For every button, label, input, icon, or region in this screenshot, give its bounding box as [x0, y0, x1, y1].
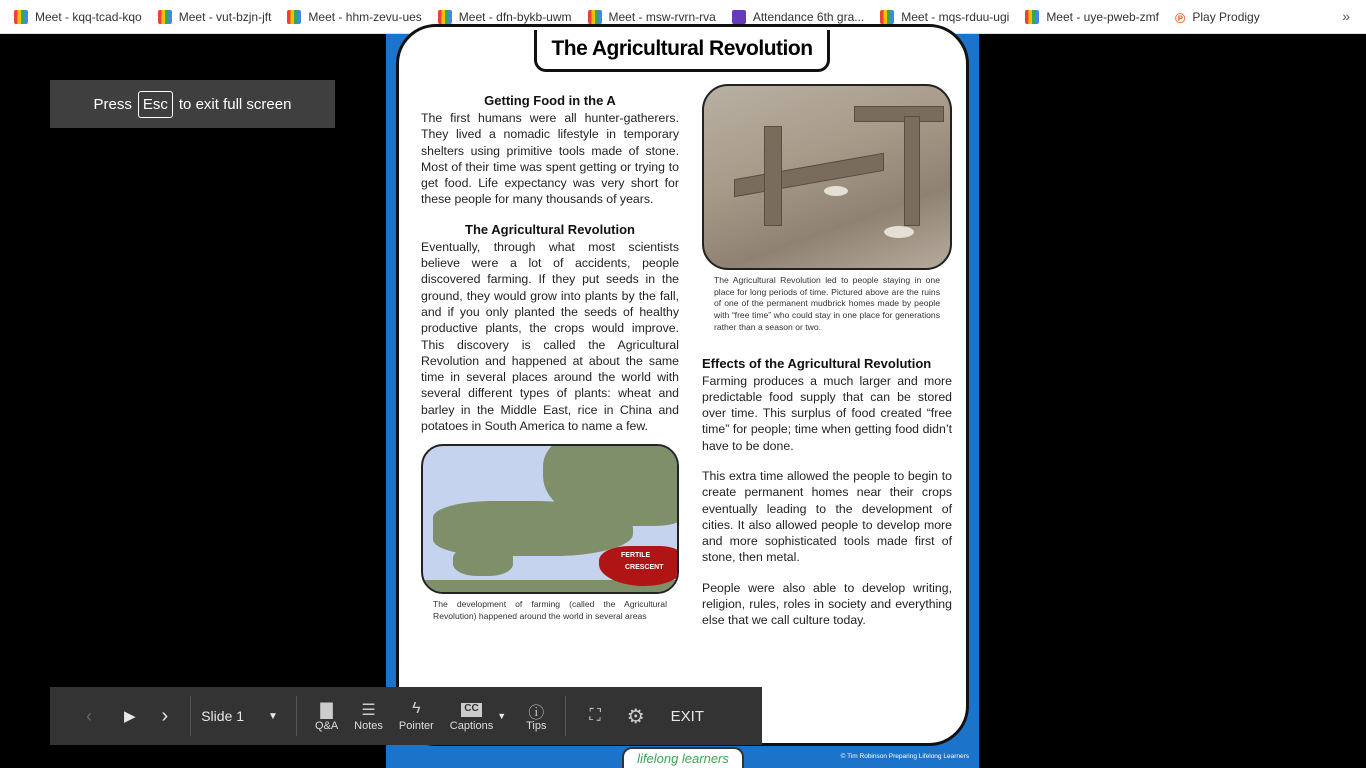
captions-button[interactable]	[450, 700, 493, 732]
laser-pointer-icon: ϟ	[412, 700, 421, 717]
slide-title: The Agricultural Revolution	[534, 30, 830, 72]
bookmark-label: Meet - uye-pweb-zmf	[1046, 9, 1160, 24]
qa-label: Q&A	[314, 720, 339, 732]
next-slide-button[interactable]: ›	[161, 704, 169, 727]
google-forms-icon	[732, 10, 746, 24]
section-text-effects-3: People were also able to develop writing, religion, rules, roles in society and everything else that we call culture today.	[702, 580, 952, 628]
tips-label: Tips	[526, 720, 547, 732]
slide-select[interactable]	[201, 708, 278, 724]
map-caption: The development of farming (called the Agricultural Revolution) happened around the world in several areas	[433, 599, 667, 622]
bookmark-item[interactable]	[438, 10, 572, 24]
previous-slide-button[interactable]: ‹	[86, 705, 92, 726]
presenter-toolbar	[50, 687, 762, 745]
google-meet-icon	[287, 10, 301, 24]
bookmark-label: Meet - dfn-bykb-uwm	[458, 9, 572, 24]
esc-key: Esc	[138, 91, 173, 118]
pointer-button[interactable]	[399, 700, 434, 732]
google-meet-icon	[14, 10, 28, 24]
qa-button[interactable]	[315, 700, 338, 732]
chat-icon: ▇	[320, 702, 333, 719]
bookmark-label: Meet - msw-rvrn-rva	[608, 9, 716, 24]
bookmark-item[interactable]	[588, 10, 716, 24]
google-meet-icon	[438, 10, 452, 24]
section-text-effects-1: Farming produces a much larger and more predictable food supply that can be stored over time. This surplus of food created “free time” for people; time when getting food didn’t have to be done.	[702, 373, 952, 453]
closed-captions-icon: CC	[461, 703, 481, 717]
copyright: © Tim Robinson Preparing Lifelong Learners	[840, 753, 969, 760]
bookmark-item[interactable]	[1025, 10, 1159, 24]
notes-button[interactable]	[354, 700, 383, 732]
bookmark-item[interactable]	[1175, 10, 1260, 24]
google-meet-icon	[158, 10, 172, 24]
section-heading-effects: Effects of the Agricultural Revolution	[702, 355, 932, 371]
section-heading-getting-food: Getting Food in the A	[484, 93, 616, 108]
bookmarks-overflow-button[interactable]: »	[1342, 8, 1350, 24]
captions-label: Captions	[449, 720, 494, 732]
chevron-down-icon: ▼	[268, 710, 278, 722]
left-column	[421, 93, 679, 623]
pointer-label: Pointer	[398, 720, 434, 732]
notes-icon: ☰	[361, 702, 376, 719]
bookmark-label: Attendance 6th gra...	[752, 9, 865, 24]
bookmark-item[interactable]	[732, 10, 864, 24]
prodigy-icon: ℗	[1175, 9, 1186, 26]
notes-label: Notes	[354, 720, 383, 732]
bookmark-label: Meet - vut-bzjn-jft	[178, 9, 272, 24]
ruins-photo	[702, 84, 952, 270]
bookmark-label: Meet - kqq-tcad-kqo	[35, 9, 142, 24]
bookmark-label: Play Prodigy	[1192, 9, 1260, 24]
google-meet-icon	[880, 10, 894, 24]
section-heading-agri-rev: The Agricultural Revolution	[465, 221, 635, 237]
photo-caption: The Agricultural Revolution led to people staying in one place for long periods of time. Pictured above are the ruins of one of the permanent mudbrick homes made by people with “free time” who could stay in one place for generations rather than a season or two.	[714, 275, 940, 332]
section-text-getting-food: The first humans were all hunter-gatherers. They lived a nomadic lifestyle in temporary shelters using primitive tools made of stone. Most of their time was spent getting or trying to get food. Life expectancy was very short for these people for many thousands of years.	[421, 111, 679, 207]
google-meet-icon	[1025, 10, 1039, 24]
captions-dropdown-icon[interactable]: ▼	[497, 711, 507, 721]
exit-fullscreen-icon[interactable]: ⛶	[589, 707, 601, 724]
bookmark-item[interactable]	[14, 10, 142, 24]
right-column	[702, 84, 952, 629]
exit-button[interactable]: EXIT	[670, 707, 704, 725]
fullscreen-notice	[50, 80, 335, 128]
notice-press: Press	[93, 95, 132, 113]
notice-rest: to exit full screen	[178, 95, 292, 113]
map-label-crescent: CRESCENT	[625, 564, 664, 572]
map-label-fertile: FERTILE	[621, 552, 651, 560]
bookmark-item[interactable]	[287, 10, 421, 24]
logo: lifelong learners	[622, 747, 744, 768]
play-button[interactable]: ▶	[124, 708, 136, 725]
slide-select-value: Slide 1	[201, 708, 245, 724]
google-meet-icon	[588, 10, 602, 24]
bookmark-item[interactable]	[880, 10, 1009, 24]
bookmark-label: Meet - hhm-zevu-ues	[308, 9, 422, 24]
slide	[386, 34, 979, 768]
slide-panel	[396, 24, 969, 746]
europe-map	[421, 444, 679, 594]
gear-icon[interactable]: ⚙	[626, 705, 645, 728]
bookmark-item[interactable]	[158, 10, 272, 24]
tips-button[interactable]	[526, 700, 546, 732]
section-text-effects-2: This extra time allowed the people to begin to create permanent homes near their crops eventually leading to the development of cities. It also allowed people to develop more and more sophisticated tools made first of stone, then metal.	[702, 469, 952, 565]
bookmark-label: Meet - mqs-rduu-ugi	[901, 9, 1010, 24]
info-icon: ⓘ	[528, 705, 545, 722]
section-text-agri-rev: Eventually, through what most scientists believe were a lot of accidents, people discovered farming. If they put seeds in the ground, they would grow into plants by the fall, and if you only planted the seeds of healthy productive plants, the crops would improve. This discovery is called the Agricultural Revolution and happened at about the same time in several places around the world with several different types of plants: wheat and barley in the Middle East, rice in China and potatoes in South America to name a few.	[421, 239, 679, 434]
